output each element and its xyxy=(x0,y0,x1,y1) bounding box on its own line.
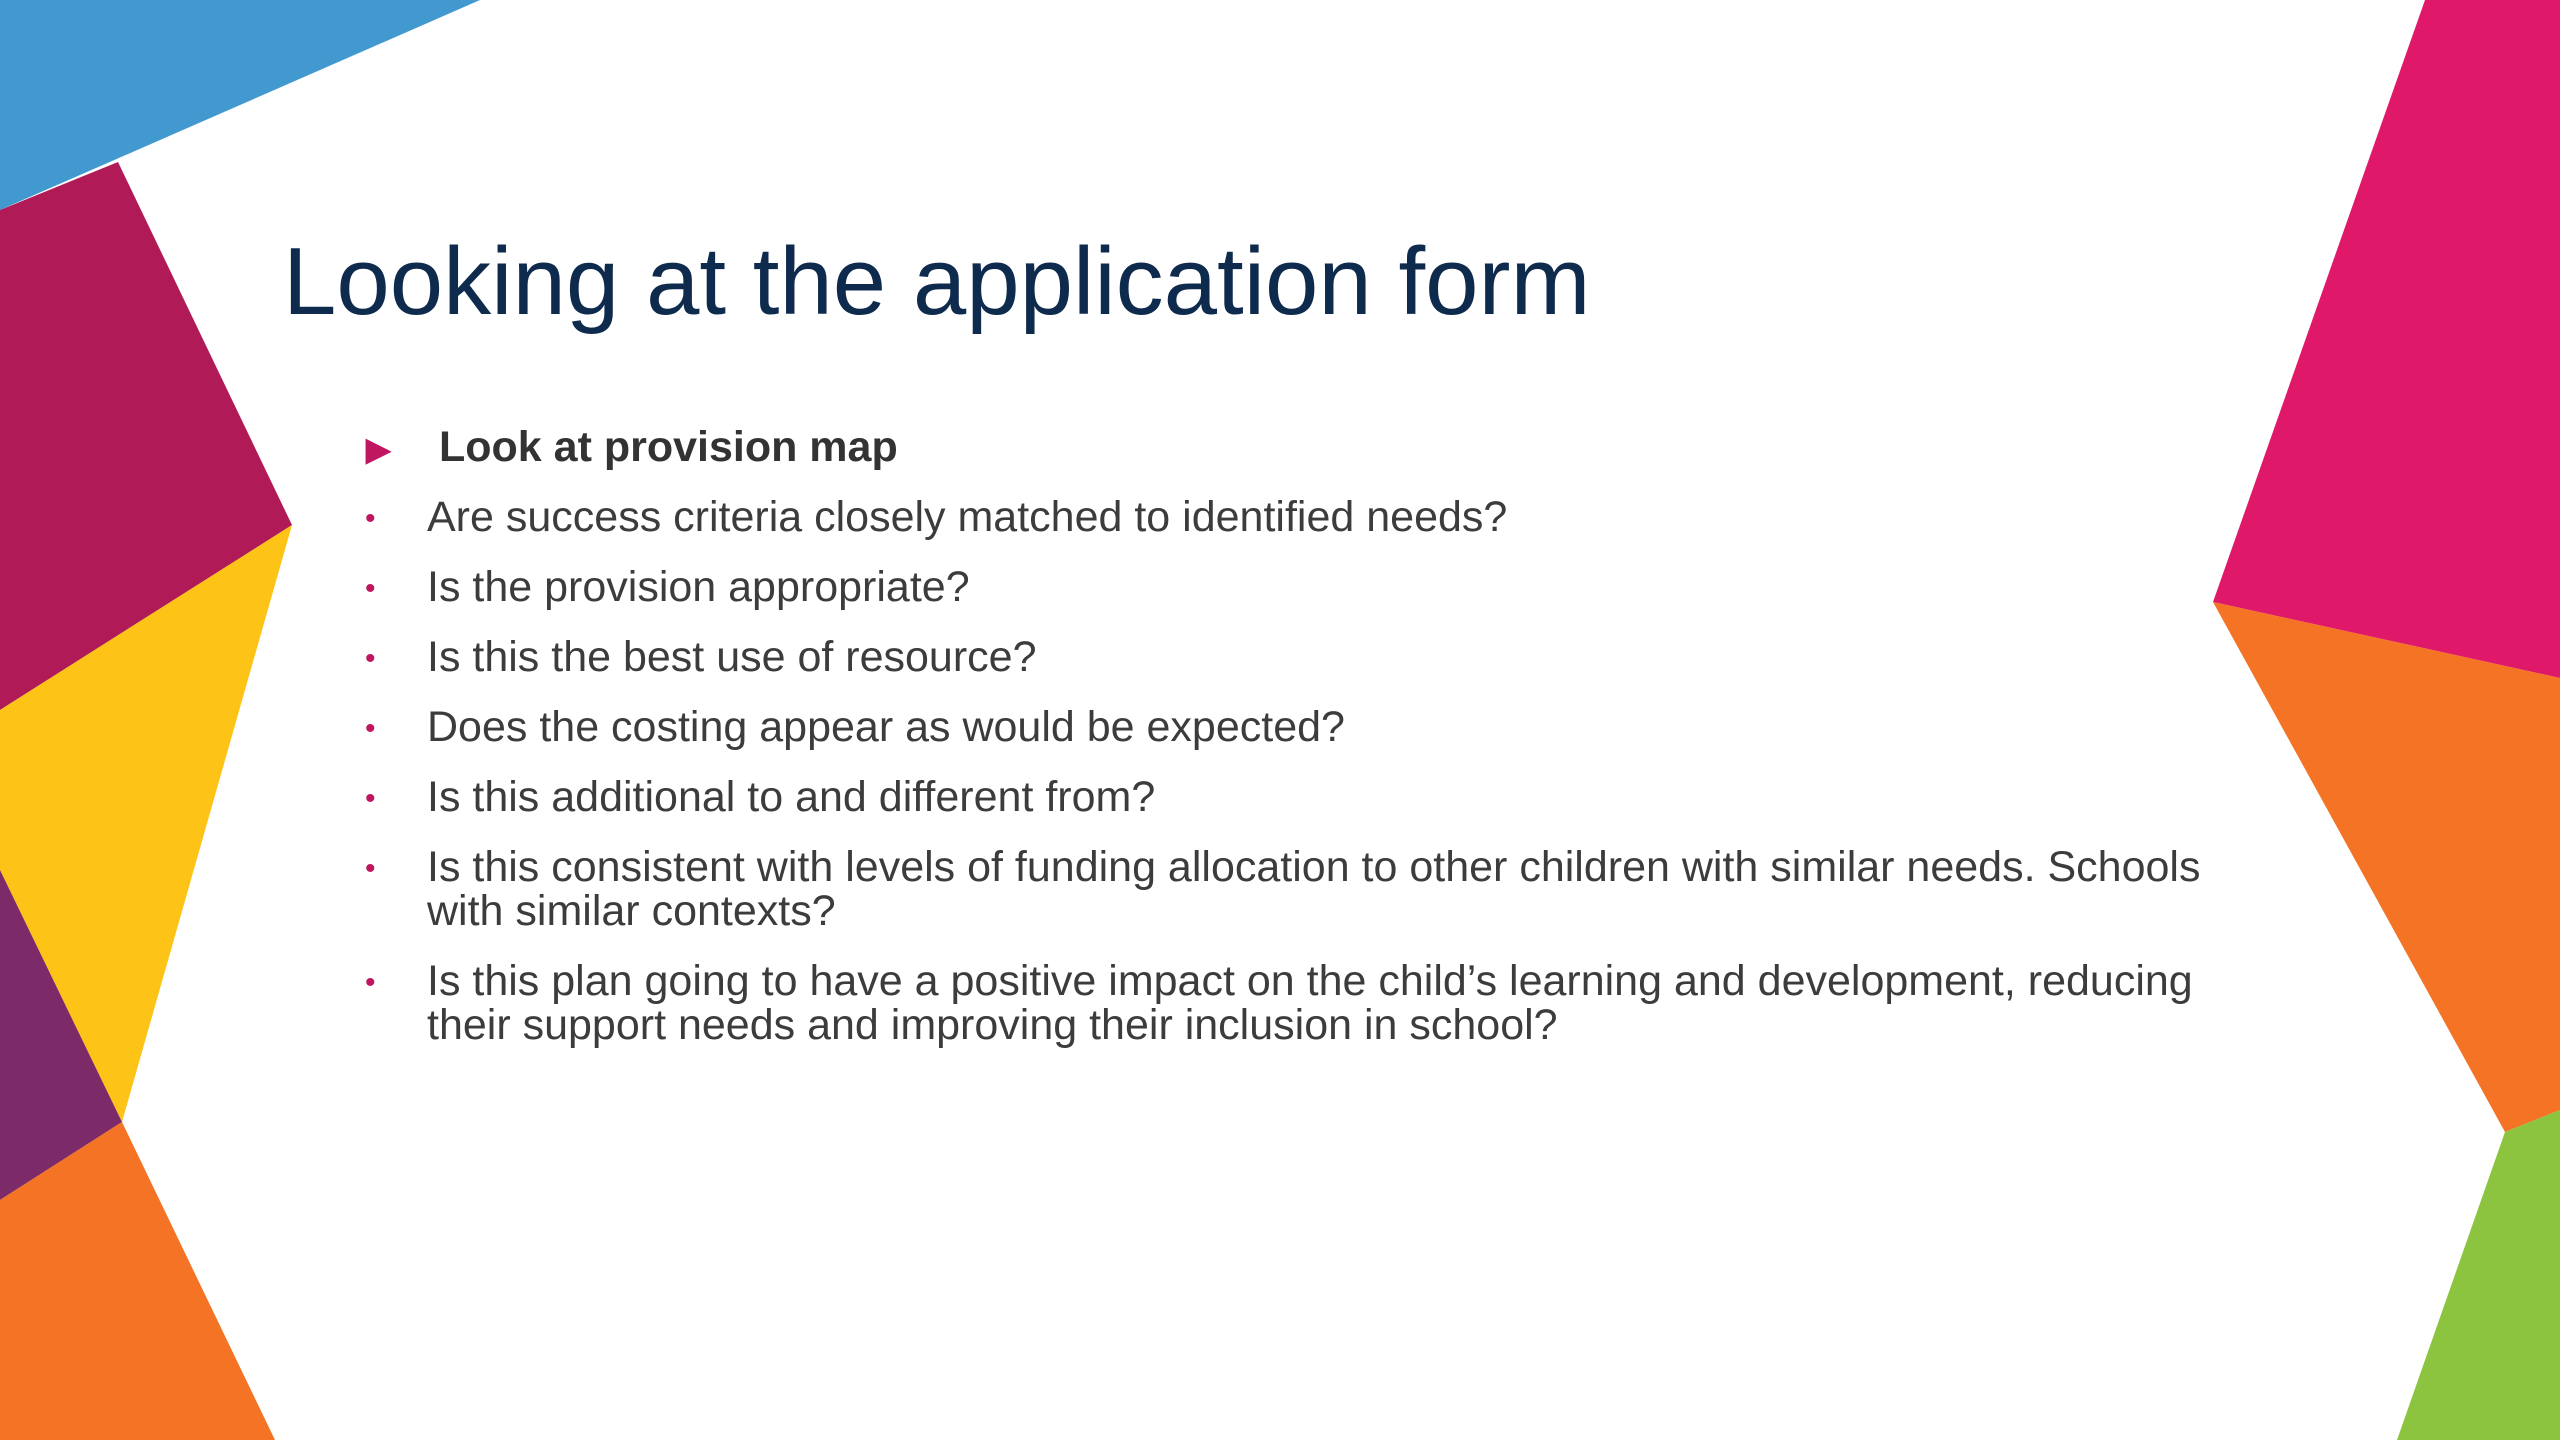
list-item-text: Does the costing appear as would be expected? xyxy=(427,703,1345,751)
list-item-text: Is this additional to and different from? xyxy=(427,773,1156,821)
triangle-bullet-icon: ▶ xyxy=(366,431,391,467)
section-header-text: Look at provision map xyxy=(439,423,898,471)
list-item xyxy=(362,565,2262,609)
dot-bullet-icon: • xyxy=(365,782,376,815)
magenta-shape xyxy=(2213,0,2560,678)
dot-bullet-icon: • xyxy=(365,502,376,535)
orange-shape-right xyxy=(2213,602,2560,1132)
list-item xyxy=(362,959,2262,1047)
list-item xyxy=(362,845,2262,933)
dot-bullet-icon: • xyxy=(365,852,376,885)
list-item xyxy=(362,775,2262,819)
list-item-text: Is this consistent with levels of funding allocation to other children with similar needs. Schools with similar contexts? xyxy=(427,843,2201,935)
list-item-text: Are success criteria closely matched to identified needs? xyxy=(427,493,1508,541)
list-item-text: Is this plan going to have a positive impact on the child’s learning and development, reducing their support needs and improving their inclusion in school? xyxy=(427,957,2193,1049)
list-item-text: Is this the best use of resource? xyxy=(427,633,1037,681)
section-header-item xyxy=(362,425,2262,469)
dot-bullet-icon: • xyxy=(365,966,376,999)
dot-bullet-icon: • xyxy=(365,572,376,605)
dot-bullet-icon: • xyxy=(365,642,376,675)
blue-shape xyxy=(0,0,480,210)
list-item xyxy=(362,635,2262,679)
bullet-list xyxy=(362,425,2262,1073)
slide-title: Looking at the application form xyxy=(283,228,1591,335)
green-shape xyxy=(2397,1110,2560,1440)
list-item-text: Is the provision appropriate? xyxy=(427,563,970,611)
list-item xyxy=(362,495,2262,539)
dot-bullet-icon: • xyxy=(365,712,376,745)
list-item xyxy=(362,705,2262,749)
